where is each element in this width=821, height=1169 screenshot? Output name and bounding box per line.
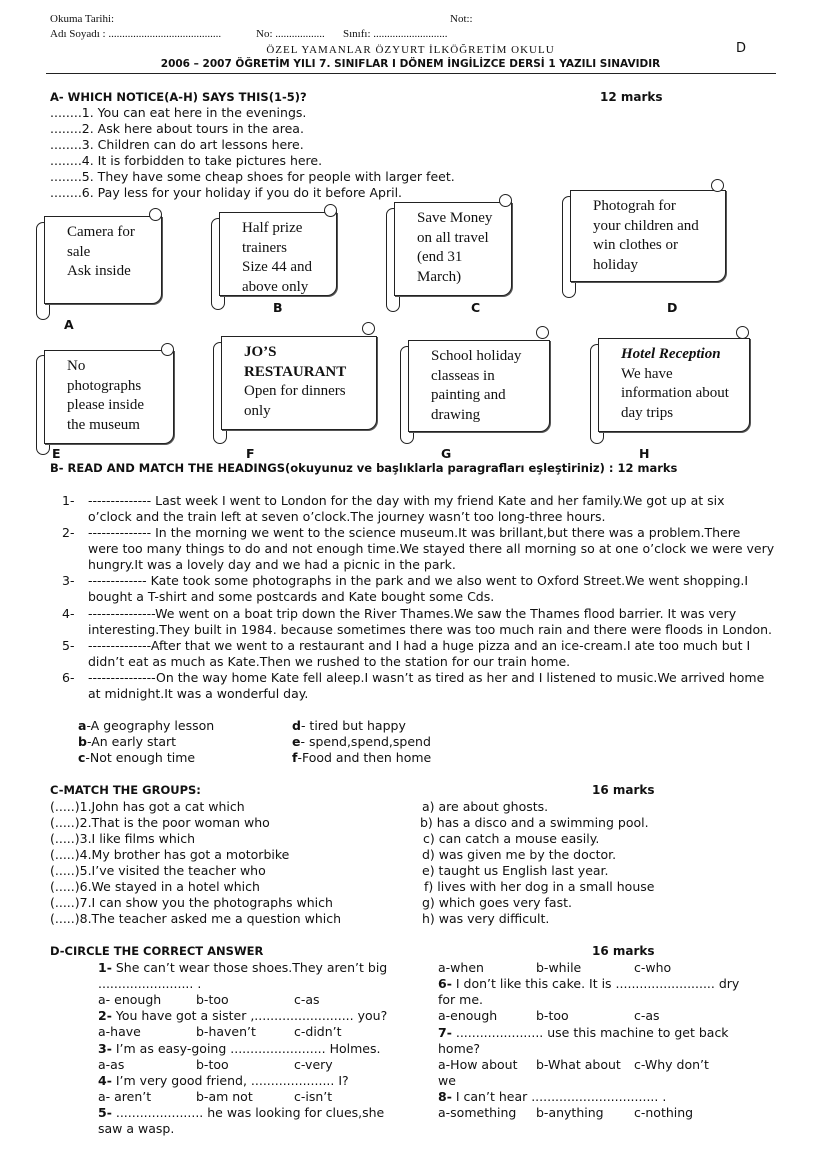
- question-item: ........6. Pay less for your holiday if you do it before April.: [50, 185, 403, 200]
- notice-letter-g: G: [441, 446, 452, 461]
- match-right: f) lives with her dog in a small house: [424, 879, 655, 894]
- notice-line: on all travel: [417, 229, 489, 246]
- paragraph-number: 6-: [62, 670, 75, 685]
- notice-heading: RESTAURANT: [244, 363, 347, 380]
- notice-b: [219, 212, 337, 296]
- heading-option: f-Food and then home: [292, 750, 432, 765]
- notice-line: Open for dinners: [244, 383, 346, 399]
- match-right: e) taught us English last year.: [422, 863, 609, 878]
- paragraph-number: 2-: [62, 525, 75, 540]
- notice-letter-f: F: [246, 446, 255, 461]
- notice-heading: JO’S: [244, 344, 277, 360]
- section-a-marks: 12 marks: [600, 90, 663, 104]
- sinifi-label: Sınıfı: ...........................: [343, 28, 448, 40]
- notice-line: Half prize: [242, 220, 303, 236]
- notice-a: [44, 216, 162, 304]
- section-d-marks: 16 marks: [592, 944, 655, 958]
- notice-line: win clothes or: [593, 237, 678, 253]
- notice-line: photographs: [67, 377, 142, 394]
- heading-option: c-Not enough time: [78, 750, 196, 765]
- match-left: (.....)3.I like films which: [50, 831, 196, 846]
- notice-line: March): [417, 268, 462, 285]
- paragraph-text: o’clock and the train left at seven o’clock.The journey wasn’t too long-three hours.: [88, 509, 606, 524]
- notice-letter-b: B: [273, 300, 283, 315]
- no-label: No: ..................: [256, 28, 325, 40]
- notice-c: [394, 202, 512, 296]
- notice-h: [598, 338, 750, 432]
- okuma-tarihi-label: Okuma Tarihi:: [50, 13, 115, 25]
- section-c-title: C-MATCH THE GROUPS:: [50, 783, 201, 797]
- notice-line: please inside: [67, 397, 145, 413]
- notice-letter-d: D: [667, 300, 678, 315]
- paragraph-3: [62, 573, 782, 605]
- match-left: (.....)5.I’ve visited the teacher who: [50, 863, 266, 878]
- notice-line: drawing: [431, 406, 481, 423]
- notice-line: (end 31: [417, 249, 463, 265]
- match-right: a) are about ghosts.: [422, 799, 549, 814]
- question-2: 2- You have got a sister ,......................... you?: [98, 1008, 388, 1023]
- scroll-roll-right: [161, 343, 174, 356]
- paragraph-text: -------------- Last week I went to London for the day with my friend Kate and her family.We got up at six: [88, 493, 725, 508]
- paragraph-text: bought a T-shirt and some postcards and Kate bought some Cds.: [88, 589, 495, 604]
- heading-option: d- tired but happy: [292, 718, 406, 733]
- notice-line: the museum: [67, 416, 140, 433]
- paragraph-5: [62, 638, 782, 670]
- notice-line: School holiday: [431, 348, 522, 364]
- notice-line: We have: [621, 365, 673, 382]
- question-item: ........4. It is forbidden to take pictures here.: [50, 153, 323, 168]
- notice-letter-e: E: [52, 446, 61, 461]
- notice-line: your children and: [593, 217, 699, 234]
- notice-letter-a: A: [64, 317, 74, 332]
- header-divider: [46, 73, 776, 74]
- notice-line: painting and: [431, 387, 506, 403]
- question-5: 5- ...................... he was looking for clues,she: [98, 1105, 385, 1120]
- notice-line: trainers: [242, 239, 287, 256]
- match-right: g) which goes very fast.: [422, 895, 572, 910]
- paragraph-text: ------------- Kate took some photographs in the park and we also went to Oxford Street.We went shopping.I: [88, 573, 749, 588]
- notice-line: Size 44 and: [242, 259, 312, 275]
- question-1: 1- She can’t wear those shoes.They aren’t big: [98, 960, 388, 975]
- paragraph-number: 3-: [62, 573, 75, 588]
- notice-line: No: [67, 358, 86, 374]
- question-7: 7- ...................... use this machine to get back: [438, 1025, 729, 1040]
- notice-line: Camera for: [67, 224, 135, 240]
- paragraph-6: [62, 670, 782, 702]
- paragraph-text: interesting.They built in 1984. because sometimes there was too much rain and there were floods in London.: [88, 622, 773, 637]
- question-6-cont: for me.: [438, 992, 484, 1007]
- question-item: ........3. Children can do art lessons here.: [50, 137, 304, 152]
- scroll-roll-right: [499, 194, 512, 207]
- scroll-roll-right: [711, 179, 724, 192]
- match-right: c) can catch a mouse easily.: [423, 831, 600, 846]
- section-d-title: D-CIRCLE THE CORRECT ANSWER: [50, 944, 264, 958]
- heading-option: b-An early start: [78, 734, 177, 749]
- not-label: Not::: [450, 13, 473, 25]
- notice-line: information about: [621, 385, 729, 401]
- heading-option: a-A geography lesson: [78, 718, 215, 733]
- question-8: 8- I can’t hear ................................ .: [438, 1089, 667, 1104]
- question-item: ........1. You can eat here in the evenings.: [50, 105, 307, 120]
- paragraph-text: -------------- In the morning we went to the science museum.It was brillant,but there was a problem.There: [88, 525, 741, 540]
- question-5-cont: saw a wasp.: [98, 1121, 175, 1136]
- paragraph-1: [62, 493, 782, 525]
- match-right: h) was very difficult.: [422, 911, 550, 926]
- scroll-roll-right: [362, 322, 375, 335]
- match-left: (.....)1.John has got a cat which: [50, 799, 245, 814]
- paragraph-number: 1-: [62, 493, 75, 508]
- notice-f: [221, 336, 377, 430]
- notice-line: classeas in: [431, 367, 495, 384]
- question-6: 6- I don’t like this cake. It is ......................... dry: [438, 976, 740, 991]
- question-4: 4- I’m very good friend, ..................... I?: [98, 1073, 349, 1088]
- scroll-roll-right: [324, 204, 337, 217]
- paragraph-text: hungry.It was a lovely day and we had a picnic in the park.: [88, 557, 456, 572]
- notice-line: Photograh for: [593, 198, 676, 214]
- notice-heading: Hotel Reception: [621, 346, 721, 362]
- adi-soyadi-label: Adı Soyadı : .........................................: [50, 28, 222, 40]
- paragraph-text: at midnight.It was a wonderful day.: [88, 686, 309, 701]
- match-left: (.....)4.My brother has got a motorbike: [50, 847, 290, 862]
- question-item: ........5. They have some cheap shoes for people with larger feet.: [50, 169, 455, 184]
- scroll-roll-right: [536, 326, 549, 339]
- notice-line: Save Money: [417, 210, 493, 226]
- paragraph-2: [62, 525, 782, 573]
- notice-letter-c: C: [471, 300, 481, 315]
- section-a-title: A- WHICH NOTICE(A-H) SAYS THIS(1-5)?: [50, 90, 307, 104]
- heading-option: e- spend,spend,spend: [292, 734, 431, 749]
- paragraph-text: ---------------We went on a boat trip down the River Thames.We saw the Thames flood barrier. It was very: [88, 606, 737, 621]
- question-item: ........2. Ask here about tours in the area.: [50, 121, 304, 136]
- paragraph-text: --------------After that we went to a restaurant and I had a huge pizza and an ice-cream.I ate too much but I: [88, 638, 751, 653]
- notice-e: [44, 350, 174, 444]
- notice-d: [570, 190, 726, 282]
- notice-line: sale: [67, 243, 91, 260]
- notice-line: only: [244, 402, 271, 419]
- paragraph-text: were too many things to do and not enough time.We stayed there all morning so at one o’clock we were very: [88, 541, 775, 556]
- scroll-roll-right: [149, 208, 162, 221]
- notice-line: above only: [242, 278, 309, 295]
- section-c-marks: 16 marks: [592, 783, 655, 797]
- scroll-roll-right: [736, 326, 749, 339]
- options-7-cont: we: [438, 1073, 456, 1088]
- match-left: (.....)6.We stayed in a hotel which: [50, 879, 260, 894]
- match-left: (.....)8.The teacher asked me a question which: [50, 911, 342, 926]
- paragraph-number: 4-: [62, 606, 75, 621]
- paragraph-text: didn’t eat as much as Kate.Then we rushed to the station for our train home.: [88, 654, 571, 669]
- paragraph-number: 5-: [62, 638, 75, 653]
- notice-line: day trips: [621, 404, 674, 421]
- match-left: (.....)7.I can show you the photographs which: [50, 895, 333, 910]
- question-3: 3- I’m as easy-going ........................ Holmes.: [98, 1041, 381, 1056]
- match-right: d) was given me by the doctor.: [422, 847, 617, 862]
- notice-line: holiday: [593, 256, 638, 273]
- match-left: (.....)2.That is the poor woman who: [50, 815, 270, 830]
- notice-g: [408, 340, 550, 432]
- group-letter: D: [736, 41, 747, 56]
- section-b-title: B- READ AND MATCH THE HEADINGS(okuyunuz ve başlıklarla paragrafları eşleştiriniz) : 12 marks: [50, 461, 678, 475]
- paragraph-4: [62, 606, 782, 638]
- question-7-cont: home?: [438, 1041, 481, 1056]
- match-right: b) has a disco and a swimming pool.: [420, 815, 649, 830]
- school-name: ÖZEL YAMANLAR ÖZYURT İLKÖĞRETİM OKULU: [266, 44, 555, 56]
- exam-title: 2006 – 2007 ÖĞRETİM YILI 7. SINIFLAR I DÖNEM İNGİLİZCE DERSİ 1 YAZILI SINAVIDIR: [160, 58, 661, 70]
- paragraph-text: ---------------On the way home Kate fell aleep.I wasn’t as tired as her and I listened to music.We arrived home: [88, 670, 765, 685]
- question-1-cont: ........................ .: [98, 976, 202, 991]
- notice-letter-h: H: [639, 446, 650, 461]
- notice-line: Ask inside: [67, 263, 131, 279]
